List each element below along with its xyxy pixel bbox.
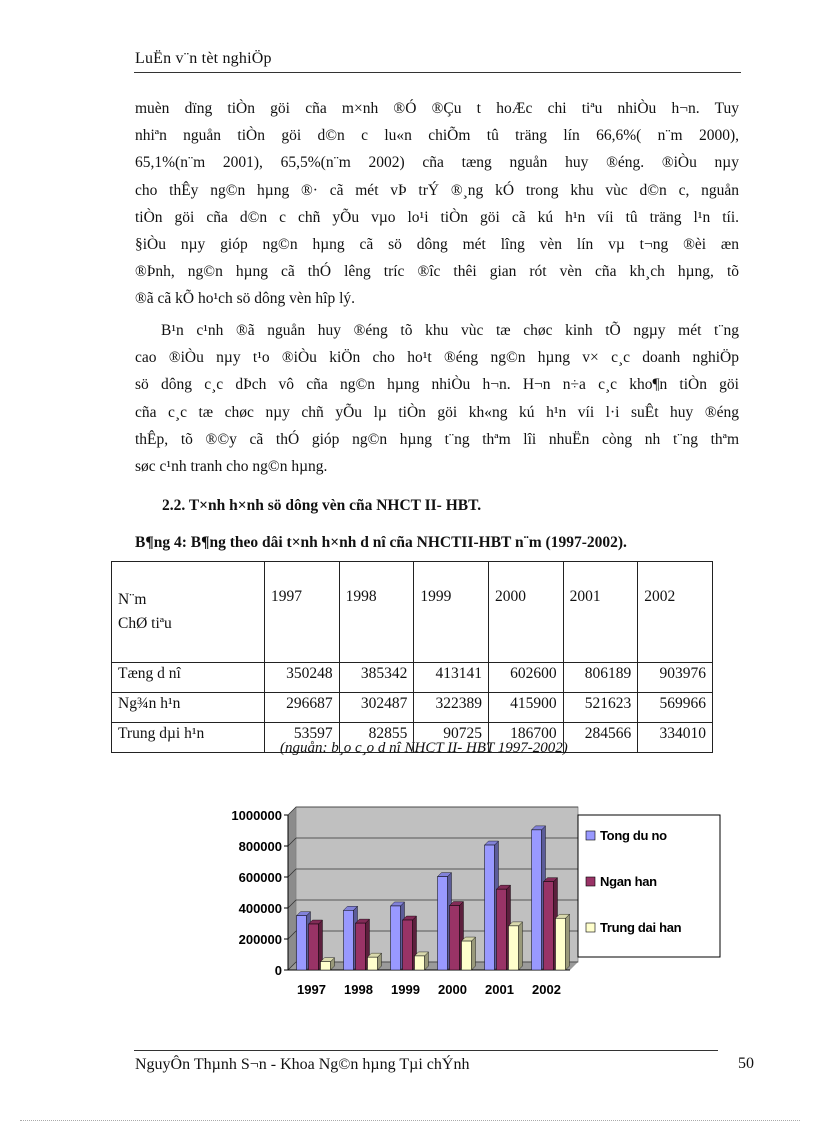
header-label-year: N¨m <box>118 591 147 608</box>
y-tick-label: 600000 <box>238 870 282 885</box>
year-cell: 2002 <box>638 562 713 663</box>
table-header-row <box>112 562 713 663</box>
value-cell: 322389 <box>414 693 489 723</box>
row-label: Trung dµi h¹n <box>112 723 265 753</box>
value-cell: 82855 <box>339 723 414 753</box>
text-line: muèn dïng tiÒn göi cña m×nh ®Ó ®Çu t hoÆc chi tiªu nhiÒu h¬n. Tuy <box>135 100 739 117</box>
bar <box>497 889 507 970</box>
bar-side <box>472 937 476 970</box>
table-row <box>112 693 713 723</box>
y-tick-label: 0 <box>274 963 282 978</box>
bar <box>309 924 319 970</box>
y-tick-label: 200000 <box>238 932 282 947</box>
legend-label: Ngan han <box>600 874 657 889</box>
bar-chart <box>210 800 730 1015</box>
x-tick-label: 2001 <box>485 982 514 997</box>
legend-label: Tong du no <box>600 828 667 843</box>
text-line: nhiªn nguån tiÒn göi d©n c lu«n chiÕm tû träng lín 66,6%( n¨m 2000), <box>135 127 739 145</box>
bar <box>544 882 554 970</box>
x-tick-label: 2002 <box>532 982 561 997</box>
y-tick-label: 800000 <box>238 839 282 854</box>
text-line: B¹n c¹nh ®ã nguån huy ®éng tõ khu vùc tæ chøc kinh tÕ ngµy mét t¨ng <box>161 322 739 339</box>
footer-text: NguyÔn Thµnh S¬n - Khoa Ng©n hµng Tµi chÝnh <box>135 1056 470 1073</box>
text-line: ®ã cã kÕ ho¹ch sö dông vèn hîp lý. <box>135 290 356 308</box>
value-cell: 602600 <box>488 663 563 693</box>
row-label: Ng¾n h¹n <box>112 693 265 723</box>
year-cell: 2000 <box>488 562 563 663</box>
bar <box>485 845 495 970</box>
text-line: cao ®iÒu nµy t¹o ®iÒu kiÖn cho ho¹t ®éng ng©n hµng v× c¸c doanh nghiÖp <box>135 349 739 367</box>
value-cell: 806189 <box>563 663 638 693</box>
value-cell: 296687 <box>265 693 340 723</box>
value-cell: 350248 <box>265 663 340 693</box>
text-line: §iÒu nµy gióp ng©n hµng cã sö dông mét lîng vèn lín vµ t¬ng ®èi æn <box>135 236 739 254</box>
value-cell: 415900 <box>488 693 563 723</box>
text-line: sö dông c¸c dÞch vô cña ng©n hµng nhiÒu h¬n. H¬n n÷a c¸c kho¶n tiÒn göi <box>135 376 739 394</box>
x-tick-label: 1998 <box>344 982 373 997</box>
year-cell: 1998 <box>339 562 414 663</box>
text-line: cña c¸c tæ chøc nµy chñ yÕu lµ tiÒn göi kh«ng kú h¹n víi l·i suÊt huy ®éng <box>135 403 739 421</box>
y-tick-label: 1000000 <box>231 808 282 823</box>
bar <box>391 906 401 970</box>
paragraph-2 <box>135 317 739 480</box>
text-line: ®Þnh, ng©n hµng cã thÓ lêng tríc ®îc thêi gian rót vèn cña kh¸ch hµng, tõ <box>135 263 739 281</box>
bar <box>438 877 448 970</box>
header-label-cell <box>112 562 265 663</box>
text-line: cho thÊy ng©n hµng ®· cã mét vÞ trÝ ®¸ng kÓ trong khu vùc d©n c, nguån <box>135 181 739 199</box>
year-cell: 2001 <box>563 562 638 663</box>
bar <box>297 916 307 970</box>
bar-side <box>566 914 570 970</box>
value-cell: 413141 <box>414 663 489 693</box>
value-cell: 385342 <box>339 663 414 693</box>
value-cell: 569966 <box>638 693 713 723</box>
debt-table <box>111 561 713 753</box>
bar <box>403 920 413 970</box>
value-cell: 334010 <box>638 723 713 753</box>
bar <box>462 941 472 970</box>
chart-side-wall <box>288 807 296 970</box>
legend-label: Trung dai han <box>600 920 682 935</box>
paragraph-1 <box>135 95 739 313</box>
bottom-dotted-rule <box>20 1120 800 1121</box>
y-tick-label: 400000 <box>238 901 282 916</box>
bar <box>321 962 331 970</box>
year-cell: 1999 <box>414 562 489 663</box>
section-heading: 2.2. T×nh h×nh sö dông vèn cña NHCT II- HBT. <box>162 497 482 514</box>
value-cell: 302487 <box>339 693 414 723</box>
legend-swatch <box>586 923 595 932</box>
x-tick-label: 1997 <box>297 982 326 997</box>
value-cell: 53597 <box>265 723 340 753</box>
legend-swatch <box>586 877 595 886</box>
table-caption: B¶ng 4: B¶ng theo dâi t×nh h×nh d nî cña NHCTII-HBT n¨m (1997-2002). <box>135 534 627 551</box>
value-cell: 521623 <box>563 693 638 723</box>
legend-swatch <box>586 831 595 840</box>
source-note: (nguån: b¸o c¸o d nî NHCT II- HBT 1997-2002) <box>280 740 568 756</box>
bar <box>556 918 566 970</box>
text-line: 65,1%(n¨m 2001), 65,5%(n¨m 2002) cña tæng nguån huy ®éng. ®iÒu nµy <box>135 154 739 172</box>
text-line: tiÒn göi cña d©n c chñ yÕu vµo lo¹i tiÒn göi cã kú h¹n víi tû träng l¹n tíi. <box>135 208 739 226</box>
bar <box>356 923 366 970</box>
value-cell: 186700 <box>488 723 563 753</box>
row-label: Tæng d nî <box>112 663 265 693</box>
value-cell: 284566 <box>563 723 638 753</box>
bar <box>344 910 354 970</box>
bar <box>532 830 542 970</box>
bar <box>450 906 460 970</box>
value-cell: 903976 <box>638 663 713 693</box>
bar <box>509 926 519 970</box>
header-rule <box>134 72 741 73</box>
text-line: søc c¹nh tranh cho ng©n hµng. <box>135 458 328 476</box>
table-row <box>112 663 713 693</box>
year-cell: 1997 <box>265 562 340 663</box>
footer-rule <box>134 1050 718 1051</box>
page-number: 50 <box>738 1055 754 1072</box>
page-header-title: LuËn v¨n tèt nghiÖp <box>135 50 272 67</box>
bar <box>368 957 378 970</box>
bar-side <box>519 922 523 970</box>
header-label-indicator: ChØ tiªu <box>118 615 172 632</box>
text-line: thÊp, tõ ®©y cã thÓ gióp ng©n hµng t¨ng thªm lîi nhuËn còng nh t¨ng thªm <box>135 430 739 448</box>
x-tick-label: 2000 <box>438 982 467 997</box>
value-cell: 90725 <box>414 723 489 753</box>
bar <box>415 956 425 970</box>
x-tick-label: 1999 <box>391 982 420 997</box>
